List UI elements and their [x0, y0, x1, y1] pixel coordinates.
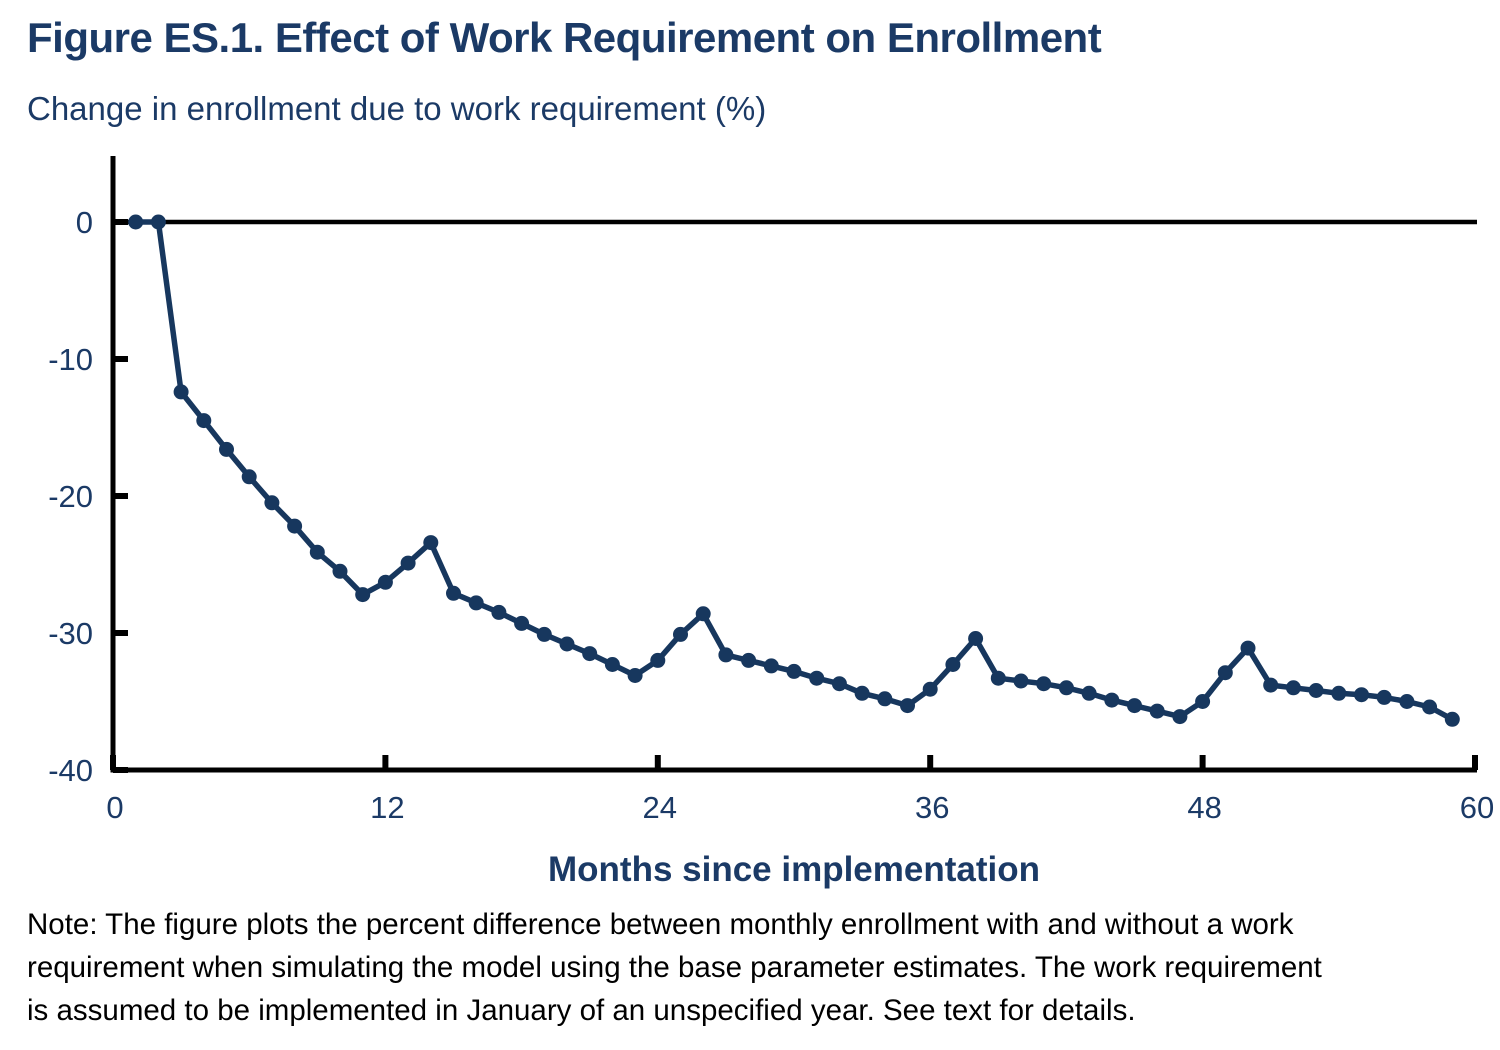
data-point-marker [1377, 690, 1392, 705]
data-point-marker [514, 616, 529, 631]
data-point-marker [1195, 694, 1210, 709]
figure-title: Figure ES.1. Effect of Work Requirement on Enrollment [27, 14, 1102, 61]
data-point-marker [696, 606, 711, 621]
enrollment-series-line [136, 222, 1453, 719]
x-tick-label: 60 [1459, 790, 1495, 825]
data-point-marker [560, 637, 575, 652]
data-point-marker [968, 631, 983, 646]
note-line: Note: The figure plots the percent difference between monthly enrollment with and without a work [27, 908, 1294, 941]
note-line: is assumed to be implemented in January of an unspecified year. See text for details. [27, 994, 1136, 1027]
data-point-marker [310, 545, 325, 560]
data-point-marker [877, 691, 892, 706]
data-point-marker [469, 595, 484, 610]
data-point-marker [945, 657, 960, 672]
data-point-marker [1422, 700, 1437, 715]
data-point-marker [151, 215, 166, 230]
data-point-marker [1014, 674, 1029, 689]
x-tick-label: 48 [1187, 790, 1222, 825]
x-tick-label: 12 [370, 790, 405, 825]
data-point-marker [1241, 641, 1256, 656]
data-point-marker [741, 653, 756, 668]
y-tick-label: 0 [75, 205, 93, 240]
data-point-marker [1104, 693, 1119, 708]
data-point-marker [1172, 709, 1187, 724]
data-point-marker [1082, 686, 1097, 701]
x-tick-label: 24 [642, 790, 678, 825]
data-point-marker [787, 664, 802, 679]
figure-subtitle: Change in enrollment due to work requirement (%) [27, 90, 767, 127]
data-point-marker [446, 586, 461, 601]
data-point-marker [1263, 678, 1278, 693]
data-point-marker [1445, 712, 1460, 727]
data-point-marker [1059, 680, 1074, 695]
data-point-marker [1218, 665, 1233, 680]
data-point-marker [1286, 680, 1301, 695]
data-point-marker [764, 658, 779, 673]
data-point-marker [287, 519, 302, 534]
data-point-marker [1309, 683, 1324, 698]
data-point-marker [333, 564, 348, 579]
data-point-marker [628, 668, 643, 683]
data-point-marker [423, 535, 438, 550]
x-tick-label: 0 [106, 790, 124, 825]
data-point-marker [832, 676, 847, 691]
enrollment-chart [0, 150, 1500, 850]
x-axis-title: Months since implementation [548, 850, 1040, 889]
y-tick-label: -20 [48, 479, 93, 514]
data-point-marker [855, 686, 870, 701]
data-point-marker [991, 671, 1006, 686]
data-point-marker [1331, 686, 1346, 701]
data-point-marker [1127, 698, 1142, 713]
data-point-marker [174, 384, 189, 399]
data-point-marker [673, 627, 688, 642]
data-point-marker [219, 442, 234, 457]
data-point-marker [650, 653, 665, 668]
data-point-marker [378, 575, 393, 590]
data-point-marker [401, 556, 416, 571]
y-tick-label: -40 [48, 753, 93, 788]
data-point-marker [128, 215, 143, 230]
data-point-marker [582, 646, 597, 661]
figure-note [27, 903, 1477, 1032]
data-point-marker [605, 657, 620, 672]
data-point-marker [196, 413, 211, 428]
data-point-marker [1036, 676, 1051, 691]
data-point-marker [1354, 687, 1369, 702]
data-point-marker [1399, 694, 1414, 709]
y-tick-label: -10 [48, 342, 93, 377]
data-point-marker [900, 698, 915, 713]
data-point-marker [242, 469, 257, 484]
data-point-marker [264, 495, 279, 510]
data-point-marker [491, 605, 506, 620]
data-point-marker [718, 647, 733, 662]
data-point-marker [1150, 704, 1165, 719]
data-point-marker [537, 627, 552, 642]
data-point-marker [923, 682, 938, 697]
x-tick-label: 36 [914, 790, 950, 825]
data-point-marker [809, 671, 824, 686]
data-point-marker [355, 587, 370, 602]
y-tick-label: -30 [48, 616, 93, 651]
note-line: requirement when simulating the model using the base parameter estimates. The work requirement [27, 951, 1322, 984]
